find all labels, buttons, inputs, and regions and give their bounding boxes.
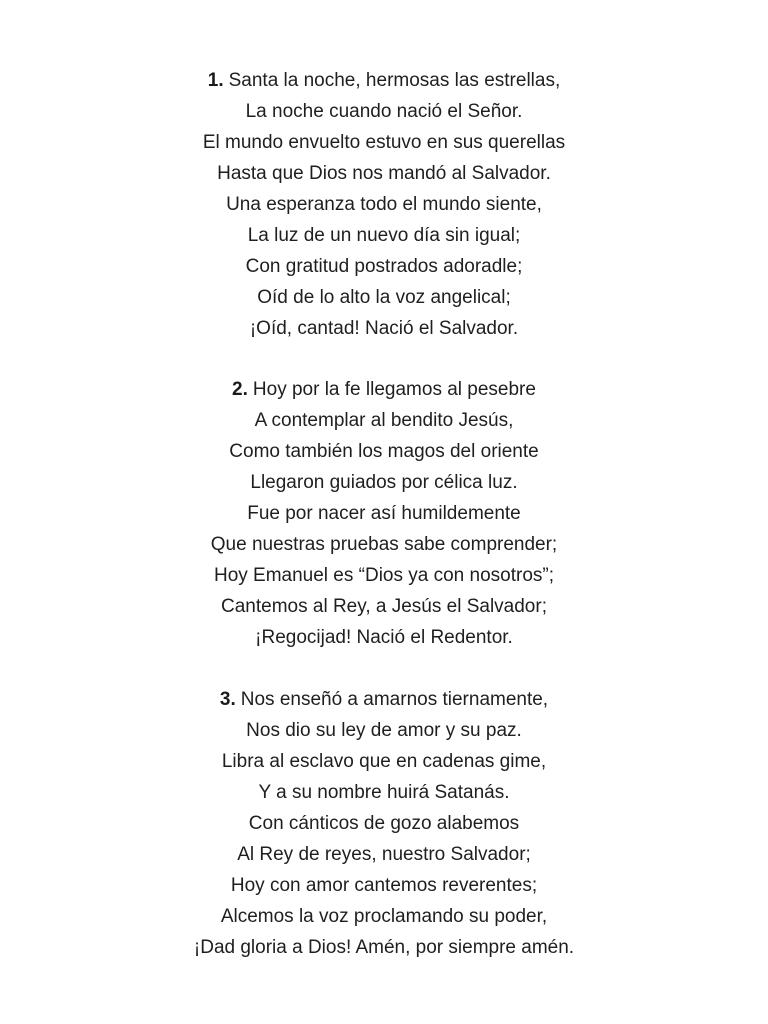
- stanza-line: Al Rey de reyes, nuestro Salvador;: [237, 844, 531, 865]
- stanza-number: 2.: [232, 379, 248, 400]
- stanza-line: La noche cuando nació el Señor.: [245, 101, 523, 122]
- stanza-line: [0, 374, 768, 405]
- stanza-number: 3.: [219, 689, 236, 710]
- stanza-line: El mundo envuelto estuvo en sus querellas: [202, 132, 566, 153]
- stanza-line: Cantemos al Rey, a Jesús el Salvador;: [221, 596, 547, 617]
- stanza-number: 1.: [207, 70, 224, 91]
- stanza-line-text: Nos enseñó a amarnos tiernamente,: [240, 689, 549, 710]
- stanza-line: Hasta que Dios nos mandó al Salvador.: [217, 163, 551, 184]
- stanza-line-text: Hoy por la fe llegamos al pesebre: [252, 379, 536, 400]
- stanza-line: ¡Dad gloria a Dios! Amén, por siempre amén.: [193, 937, 575, 958]
- stanza-line: Alcemos la voz proclamando su poder,: [220, 906, 548, 927]
- stanza-line: ¡Regocijad! Nació el Redentor.: [255, 627, 513, 648]
- stanza-line: Con gratitud postrados adoradle;: [245, 256, 523, 277]
- stanza-line: Llegaron guiados por célica luz.: [250, 472, 518, 493]
- stanza-line-text: Santa la noche, hermosas las estrellas,: [228, 70, 561, 91]
- stanza-line: Libra al esclavo que en cadenas gime,: [221, 751, 547, 772]
- stanza-line: [0, 684, 768, 715]
- stanza-line: A contemplar al bendito Jesús,: [254, 410, 514, 431]
- stanza-3: [0, 684, 768, 963]
- stanza-1: [0, 65, 768, 344]
- stanza-line: La luz de un nuevo día sin igual;: [247, 225, 521, 246]
- stanza-line: Que nuestras pruebas sabe comprender;: [210, 534, 558, 555]
- stanza-line: Como también los magos del oriente: [229, 441, 539, 462]
- stanza-line: Y a su nombre huirá Satanás.: [258, 782, 510, 803]
- stanza-line: [0, 65, 768, 96]
- stanza-line: Una esperanza todo el mundo siente,: [226, 194, 542, 215]
- stanza-line: Con cánticos de gozo alabemos: [248, 813, 520, 834]
- stanza-line: Oíd de lo alto la voz angelical;: [257, 287, 511, 308]
- stanza-2: [0, 374, 768, 653]
- stanza-line: Fue por nacer así humildemente: [247, 503, 521, 524]
- stanza-line: ¡Oíd, cantad! Nació el Salvador.: [249, 318, 519, 339]
- stanza-line: Hoy Emanuel es “Dios ya con nosotros”;: [213, 565, 555, 586]
- stanza-line: Hoy con amor cantemos reverentes;: [230, 875, 538, 896]
- stanza-line: Nos dio su ley de amor y su paz.: [246, 720, 522, 741]
